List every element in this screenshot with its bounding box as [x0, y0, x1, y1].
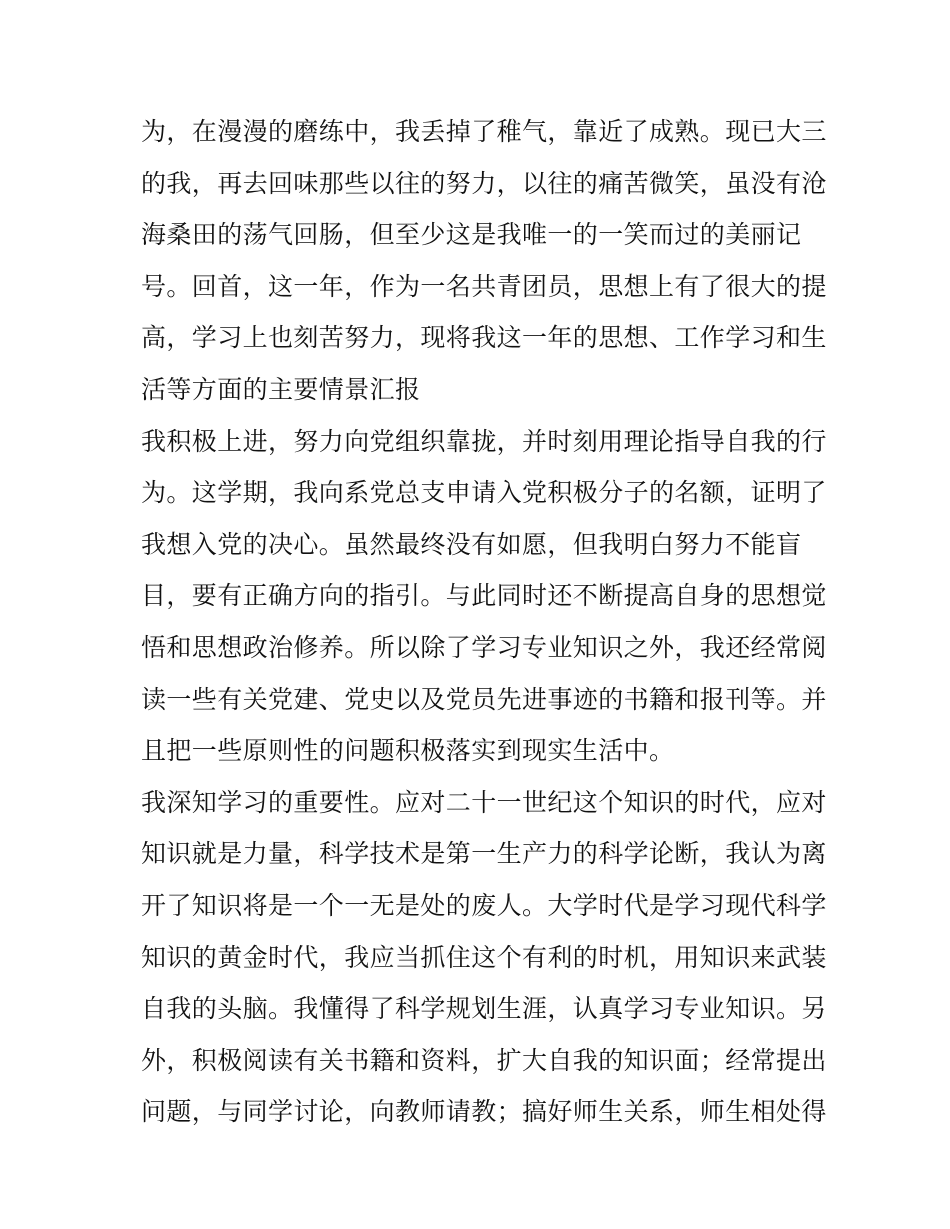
text-line: 活等方面的主要情景汇报: [141, 374, 421, 404]
text-line: 号。回首，这一年，作为一名共青团员，思想上有了很大的提: [141, 271, 827, 301]
text-line: 知识的黄金时代，我应当抓住这个有利的时机，用知识来武装: [141, 942, 827, 972]
text-line: 为，在漫漫的磨练中，我丢掉了稚气，靠近了成熟。现已大三: [141, 117, 827, 146]
text-line: 我积极上进，努力向党组织靠拢，并时刻用理论指导自我的行: [141, 426, 827, 456]
text-line: 知识就是力量，科学技术是第一生产力的科学论断，我认为离: [141, 839, 827, 869]
text-line: 海桑田的荡气回肠，但至少这是我唯一的一笑而过的美丽记: [141, 220, 802, 250]
text-line: 为。这学期，我向系党总支申请入党积极分子的名额，证明了: [141, 478, 827, 508]
text-line: 问题，与同学讨论，向教师请教；搞好师生关系，师生相处得: [141, 1097, 827, 1127]
text-line: 的我，再去回味那些以往的努力，以往的痛苦微笑，虽没有沧: [141, 168, 827, 198]
text-line: 我深知学习的重要性。应对二十一世纪这个知识的时代，应对: [141, 787, 827, 817]
text-line: 读一些有关党建、党史以及党员先进事迹的书籍和报刊等。并: [141, 684, 827, 714]
text-line: 开了知识将是一个一无是处的废人。大学时代是学习现代科学: [141, 890, 827, 920]
text-line: 高，学习上也刻苦努力，现将我这一年的思想、工作学习和生: [141, 323, 827, 353]
text-line: 悟和思想政治修养。所以除了学习专业知识之外，我还经常阅: [141, 632, 827, 662]
body-text: [141, 106, 827, 1138]
text-line: 目，要有正确方向的指引。与此同时还不断提高自身的思想觉: [141, 581, 827, 611]
text-line: 自我的头脑。我懂得了科学规划生涯，认真学习专业知识。另: [141, 994, 827, 1024]
text-line: 外，积极阅读有关书籍和资料，扩大自我的知识面；经常提出: [141, 1045, 827, 1075]
text-line: 且把一些原则性的问题积极落实到现实生活中。: [141, 736, 675, 766]
text-line: 我想入党的决心。虽然最终没有如愿，但我明白努力不能盲: [141, 529, 802, 559]
